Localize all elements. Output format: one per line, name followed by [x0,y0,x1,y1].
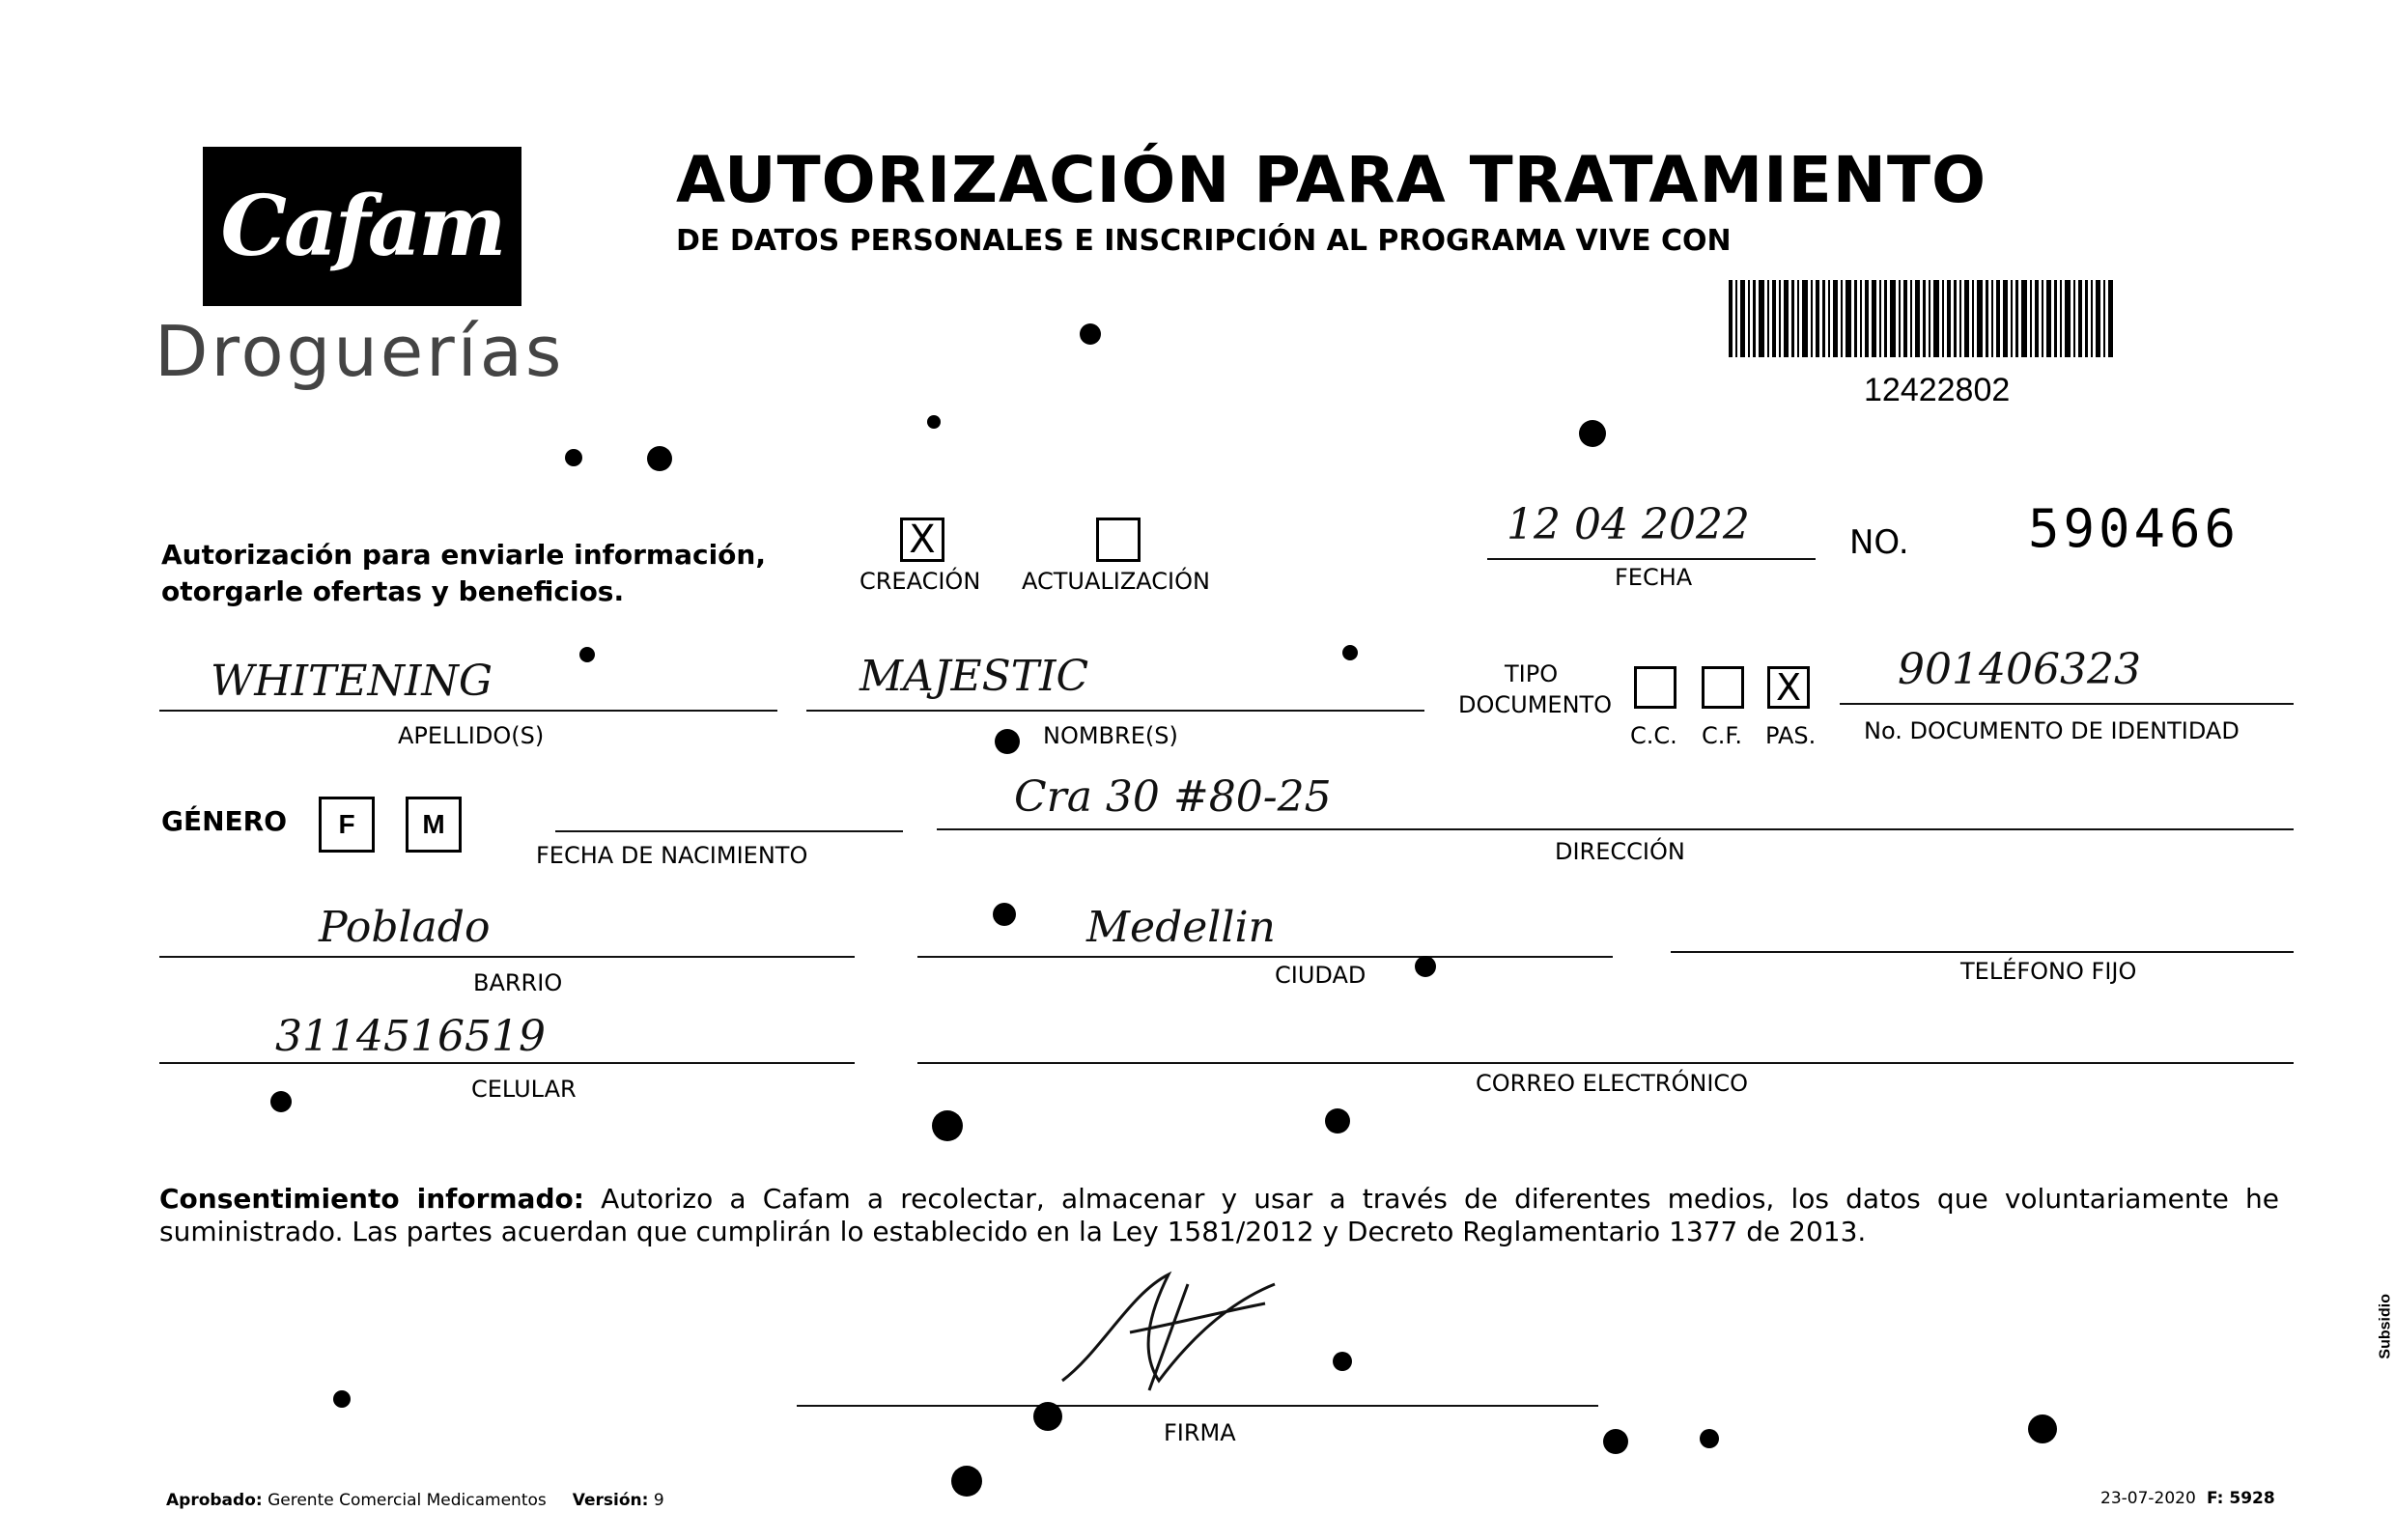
cf-checkbox[interactable] [1702,666,1744,709]
telefono-line [1671,951,2294,953]
footer-form-code: F: 5928 [2207,1489,2275,1508]
footer-approval [166,1491,664,1510]
celular-line [159,1062,855,1064]
cc-label: C.C. [1630,722,1677,749]
document-subtitle: DE DATOS PERSONALES E INSCRIPCIÓN AL PROGRAMA VIVE CON [676,224,1732,258]
fecha-nacimiento-line [555,830,903,832]
correo-label: CORREO ELECTRÓNICO [1476,1070,1749,1097]
footer-date: 23-07-2020 [2100,1489,2196,1508]
direccion-line [937,828,2294,830]
checkbox-mark: X [1775,666,1802,709]
nombres-value[interactable]: MAJESTIC [859,652,1089,701]
pas-checkbox[interactable] [1767,666,1810,709]
document-title: AUTORIZACIÓN PARA TRATAMIENTO [676,143,1987,217]
authorization-text-line1: Autorización para enviarle información, [161,539,766,571]
version-value: 9 [653,1491,664,1510]
barrio-value[interactable]: Poblado [319,903,491,952]
pas-label: PAS. [1765,722,1817,749]
cc-checkbox[interactable] [1634,666,1676,709]
genero-f-checkbox[interactable] [319,797,375,853]
aprobado-value: Gerente Comercial Medicamentos [268,1491,547,1510]
logo-subtitle: Droguerías [155,311,565,392]
fecha-value[interactable]: 12 04 2022 [1507,500,1750,549]
creacion-checkbox[interactable] [900,518,944,562]
consent-body: Autorizo a Cafam a recolectar, almacenar y usar a través de diferentes medios, los datos que voluntariamente he suministrado. Las partes acuerdan que cumplirán lo establecido en la Ley 1581/2012 y Decreto Reglamentario 1377 de 2013. [159,1183,2279,1247]
genero-f-label: F [338,809,355,839]
authorization-text-line2: otorgarle ofertas y beneficios. [161,575,625,607]
apellidos-label: APELLIDO(S) [398,722,545,749]
signature-line [797,1405,1598,1407]
tipo-documento-label-1: TIPO [1505,660,1559,687]
apellidos-value[interactable]: WHITENING [211,657,493,706]
actualizacion-checkbox[interactable] [1096,518,1141,562]
direccion-label: DIRECCIÓN [1555,838,1685,865]
logo-text: Cafam [220,178,504,275]
signature-scribble [1043,1255,1294,1400]
fecha-nacimiento-label: FECHA DE NACIMIENTO [536,842,808,869]
actualizacion-label: ACTUALIZACIÓN [1022,568,1210,595]
cafam-logo [203,147,521,306]
no-label: NO. [1849,523,1909,562]
checkbox-mark: X [909,518,936,562]
nombres-line [806,710,1424,712]
creacion-label: CREACIÓN [859,568,981,595]
version-label: Versión: [572,1491,649,1510]
barrio-label: BARRIO [473,969,563,996]
consent-heading: Consentimiento informado: [159,1183,584,1215]
ciudad-label: CIUDAD [1275,962,1367,989]
celular-value[interactable]: 3114516519 [275,1012,546,1061]
barcode-icon [1729,280,2115,357]
correo-line [917,1062,2294,1064]
signature-label: FIRMA [1164,1419,1236,1446]
consent-paragraph [159,1183,2279,1248]
genero-m-label: M [422,809,445,839]
fecha-label: FECHA [1615,564,1693,591]
documento-label: No. DOCUMENTO DE IDENTIDAD [1864,717,2240,744]
documento-line [1840,703,2294,705]
barrio-line [159,956,855,958]
barcode-number: 12422802 [1864,372,2011,408]
genero-label: GÉNERO [161,805,288,837]
apellidos-line [159,710,777,712]
side-text: Subsidio [2378,1294,2394,1359]
tipo-documento-label-2: DOCUMENTO [1458,691,1613,718]
cf-label: C.F. [1702,722,1742,749]
ciudad-value[interactable]: Medellin [1086,903,1276,952]
form-number: 590466 [2028,498,2240,559]
direccion-value[interactable]: Cra 30 #80-25 [1014,772,1332,822]
aprobado-label: Aprobado: [166,1491,263,1510]
ciudad-line [917,956,1613,958]
celular-label: CELULAR [471,1076,577,1103]
documento-value[interactable]: 901406323 [1898,645,2141,694]
fecha-line [1487,558,1816,560]
genero-m-checkbox[interactable] [406,797,462,853]
telefono-label: TELÉFONO FIJO [1960,958,2137,985]
nombres-label: NOMBRE(S) [1043,722,1178,749]
